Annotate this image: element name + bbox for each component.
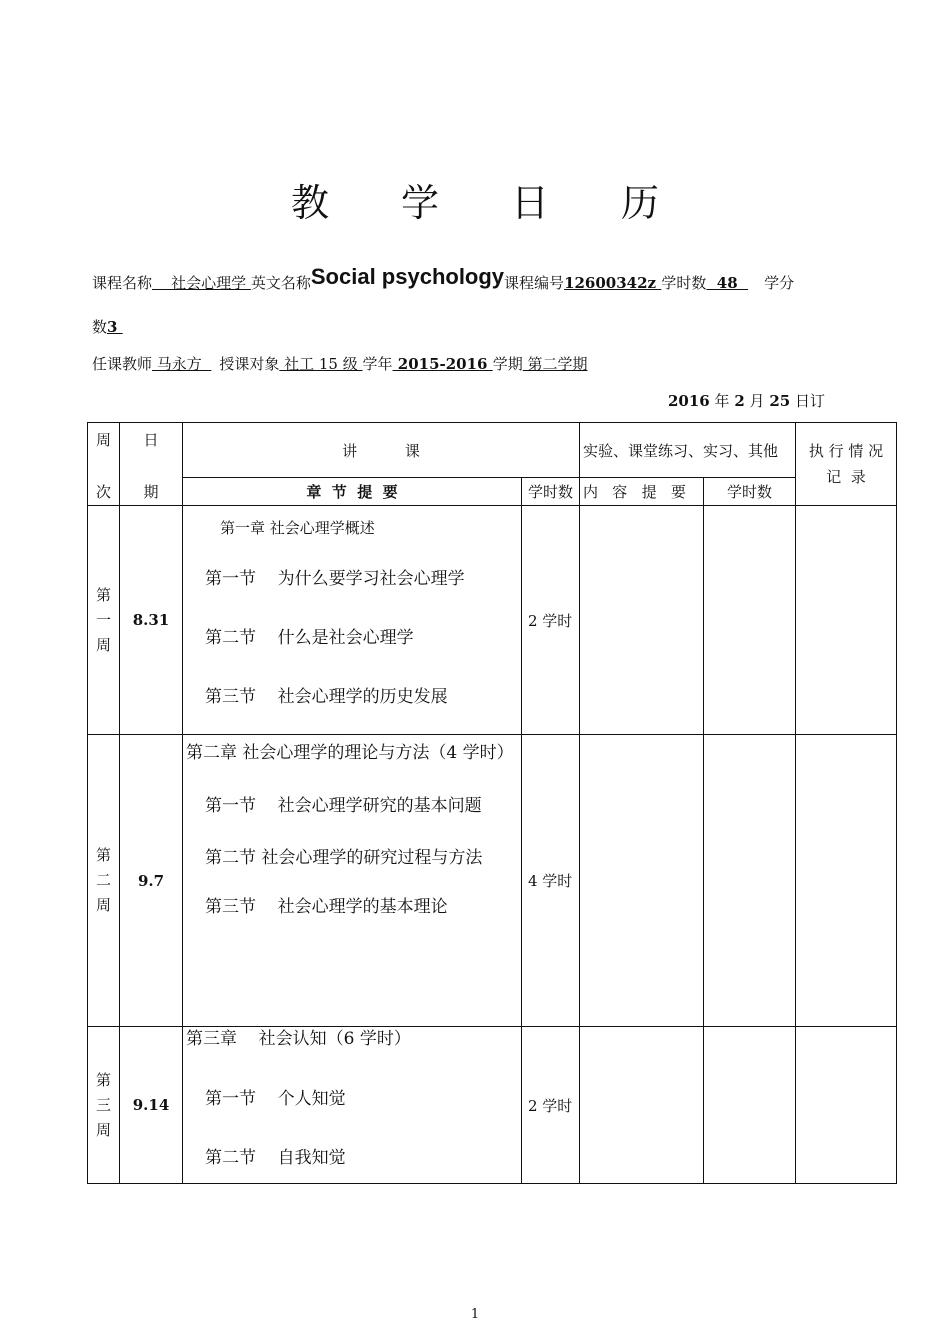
section-item: 第一节 为什么要学习社会心理学 (205, 569, 465, 589)
page-number: 1 (470, 1307, 480, 1322)
chapter-title: 第二章 社会心理学的理论与方法（4 学时） (186, 743, 514, 763)
revision-date (668, 390, 825, 411)
chapter-cell (183, 735, 522, 1027)
week-header-char: 周 (95, 431, 111, 449)
table-row (88, 506, 897, 735)
content-cell (580, 506, 704, 735)
title-char: 历 (621, 181, 660, 225)
record-header (796, 423, 897, 506)
date-month-unit: 月 (749, 392, 765, 410)
hours-cell: 2 学时 (522, 506, 580, 735)
teaching-calendar-table (87, 422, 897, 1184)
week-char: 周 (95, 635, 111, 654)
week-char: 第 (95, 1070, 111, 1089)
section-item: 第二节 什么是社会心理学 (205, 628, 414, 648)
week-char: 周 (95, 896, 111, 914)
hours-header: 学时数 (522, 478, 580, 506)
course-code: 12600342z (564, 274, 662, 292)
date-month: 2 (734, 392, 745, 410)
section-item: 第三节 社会心理学的历史发展 (205, 687, 448, 707)
record-header-line: 记 录 (826, 468, 866, 486)
date-cell: 8.31 (120, 506, 183, 735)
title-char: 学 (400, 181, 439, 225)
audience: 社工 15 级 (279, 355, 363, 373)
hours-cell: 4 学时 (522, 735, 580, 1027)
credits-label-cont: 数 (92, 318, 108, 336)
course-name-label: 课程名称 (92, 274, 153, 292)
week-cell (88, 506, 120, 735)
section-item: 第二节 社会心理学的研究过程与方法 (205, 848, 483, 868)
course-code-label: 课程编号 (504, 274, 565, 292)
date-year: 2016 (668, 392, 710, 410)
lab-header: 实验、课堂练习、实习、其他 (580, 423, 796, 478)
week-char: 一 (95, 610, 111, 629)
record-header-line: 执 行 情 况 (808, 442, 884, 460)
date-suffix: 日订 (795, 392, 826, 410)
week-header-char: 次 (95, 483, 111, 501)
week-char: 周 (95, 1120, 111, 1139)
date-header-char: 期 (143, 483, 159, 501)
subheader-row (88, 478, 897, 506)
content-outline-header: 内 容 提 要 (580, 478, 704, 506)
course-name: 社会心理学 (152, 274, 251, 292)
chapter-title: 第三章 社会认知（6 学时） (186, 1029, 411, 1049)
semester: 第二学期 (522, 355, 588, 373)
lab-hours-header: 学时数 (704, 478, 796, 506)
table-row (88, 735, 897, 1027)
record-cell (796, 735, 897, 1027)
academic-year: 2015-2016 (392, 355, 493, 373)
english-name: Social psychology (310, 264, 505, 289)
lab-hours-cell (704, 1027, 796, 1184)
hours-cell: 2 学时 (522, 1027, 580, 1184)
table-row (88, 1027, 897, 1184)
date-cell: 9.7 (120, 735, 183, 1027)
chapter-title: 第一章 社会心理学概述 (220, 519, 375, 537)
lab-hours-cell (704, 735, 796, 1027)
audience-label: 授课对象 (219, 355, 280, 373)
year-label: 学年 (362, 355, 393, 373)
section-item: 第一节 社会心理学研究的基本问题 (205, 796, 482, 816)
course-info-line (92, 264, 795, 294)
record-cell (796, 506, 897, 735)
teacher: 马永方 (152, 355, 212, 373)
date-cell: 9.14 (120, 1027, 183, 1184)
credits-line (92, 316, 123, 337)
section-item: 第一节 个人知觉 (205, 1089, 346, 1109)
week-cell (88, 735, 120, 1027)
lab-hours-cell (704, 506, 796, 735)
credits-label: 学分 (764, 274, 795, 292)
section-item: 第二节 自我知觉 (205, 1148, 346, 1168)
total-hours: 48 (706, 274, 749, 292)
chapter-cell (183, 1027, 522, 1184)
record-cell (796, 1027, 897, 1184)
week-header (88, 423, 120, 506)
section-item: 第三节 社会心理学的基本理论 (205, 897, 448, 917)
week-char: 三 (95, 1095, 111, 1114)
teacher-line (92, 353, 588, 374)
content-cell (580, 735, 704, 1027)
week-char: 二 (95, 871, 111, 889)
week-char: 第 (95, 846, 111, 864)
date-header-char: 日 (143, 431, 159, 449)
chapter-cell (183, 506, 522, 735)
credits: 3 (107, 318, 123, 336)
page-title (0, 172, 950, 227)
content-cell (580, 1027, 704, 1184)
lecture-header: 讲 课 (183, 423, 580, 478)
header-row (88, 423, 897, 478)
teacher-label: 任课教师 (92, 355, 153, 373)
chapter-outline-header: 章 节 提 要 (183, 478, 522, 506)
date-day: 25 (769, 392, 791, 410)
title-char: 日 (511, 181, 550, 225)
week-char: 第 (95, 585, 111, 604)
date-header (120, 423, 183, 506)
week-cell (88, 1027, 120, 1184)
title-char: 教 (290, 181, 329, 225)
hours-label: 学时数 (661, 274, 707, 292)
english-name-label: 英文名称 (250, 274, 311, 292)
date-year-unit: 年 (714, 392, 730, 410)
semester-label: 学期 (492, 355, 523, 373)
